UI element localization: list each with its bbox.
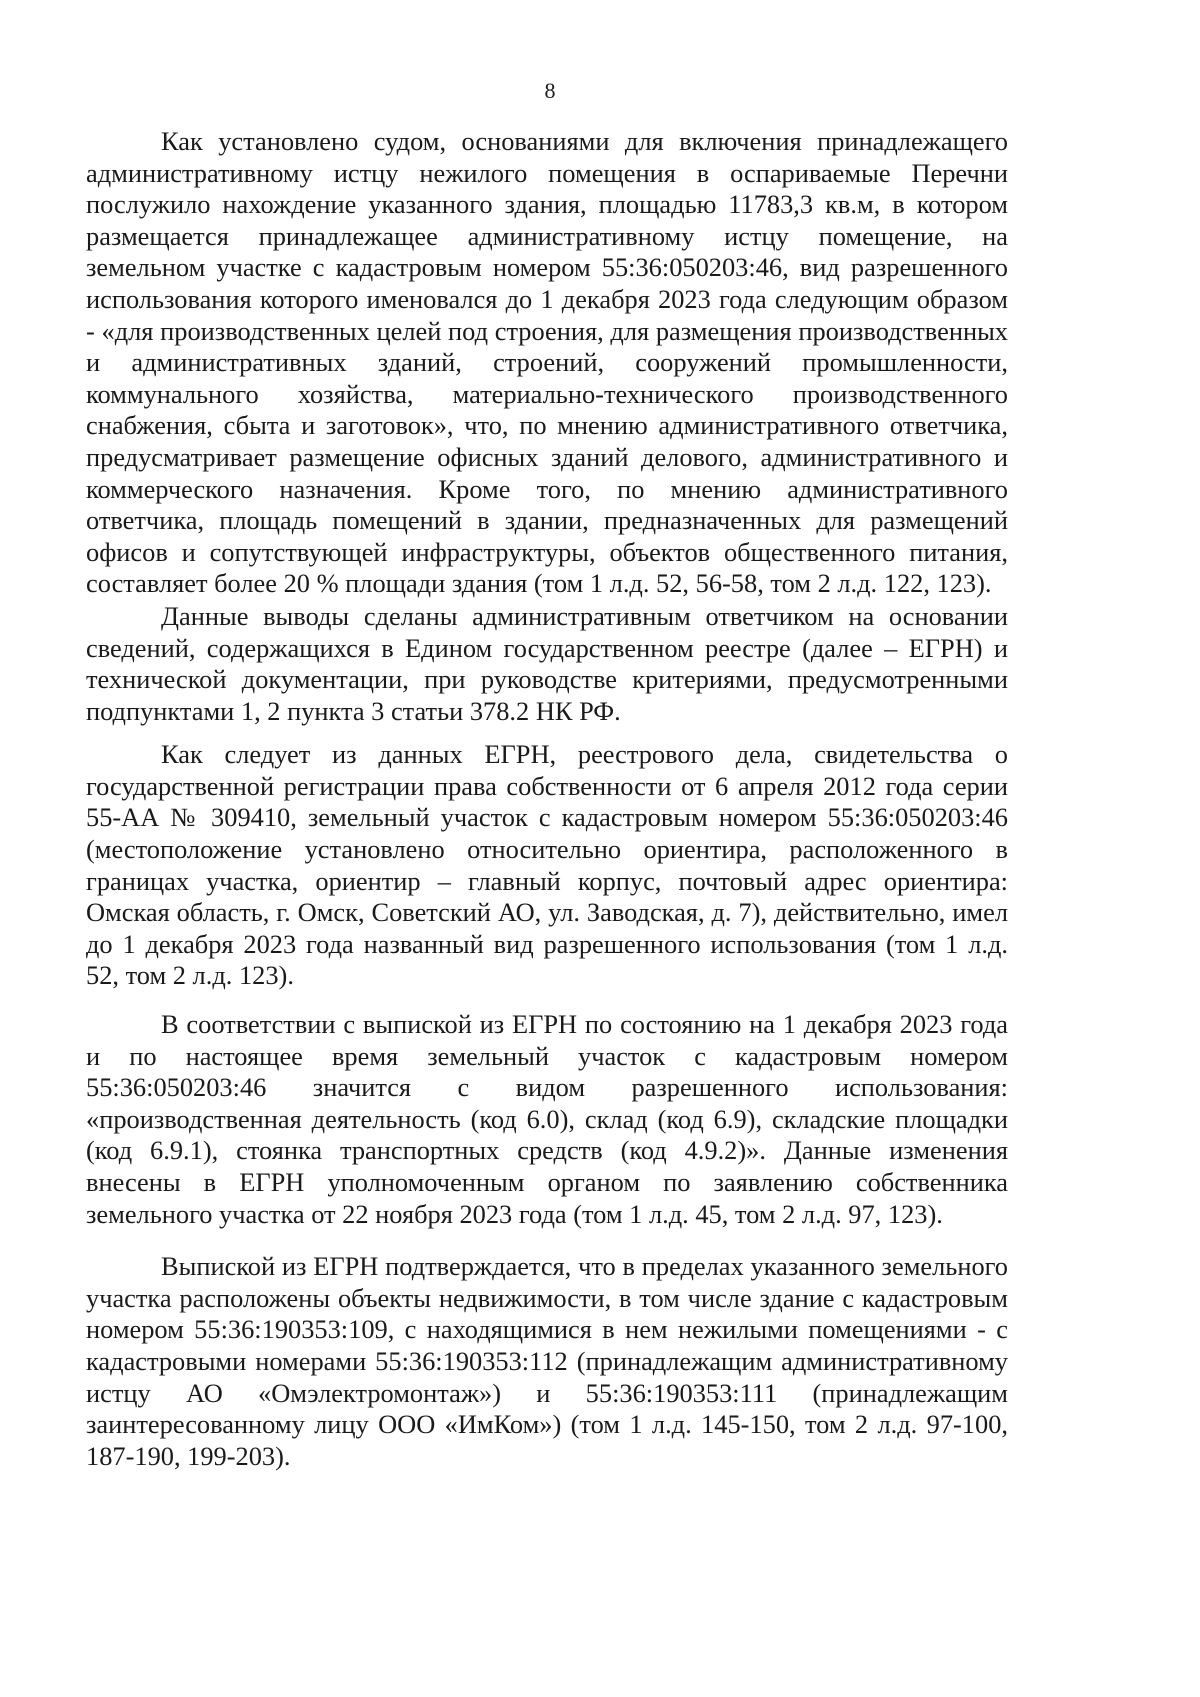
document-body (86, 126, 1008, 1472)
paragraph-egrn-data: Как следует из данных ЕГРН, реестрового дела, свидетельства о государственной регистрации права собственности от 6 апреля 2012 года серии 55-АА № 309410, земельный участок с кадастровым номером 55:36:050203:46 (местоположение установлено относительно ориентира, расположенного в границах участка, ориентир – главный корпус, почтовый адрес ориентира: Омская область, г. Омск, Советский АО, ул. Заводская, д. 7), действительно, имел до 1 декабря 2023 года названный вид разрешенного использования (том 1 л.д. 52, том 2 л.д. 123). (86, 739, 1008, 991)
paragraph-grounds-for-inclusion: Как установлено судом, основаниями для включения принадлежащего административному истцу нежилого помещения в оспариваемые Перечни послужило нахождение указанного здания, площадью 11783,3 кв.м, в котором размещается принадлежащее административному истцу помещение, на земельном участке с кадастровым номером 55:36:050203:46, вид разрешенного использования которого именовался до 1 декабря 2023 года следующим образом - «для производственных целей под строения, для размещения производственных и административных зданий, строений, сооружений промышленности, коммунального хозяйства, материально-технического производственного снабжения, сбыта и заготовок», что, по мнению административного ответчика, предусматривает размещение офисных зданий делового, административного и коммерческого назначения. Кроме того, по мнению административного ответчика, площадь помещений в здании, предназначенных для размещений офисов и сопутствующей инфраструктуры, объектов общественного питания, составляет более 20 % площади здания (том 1 л.д. 52, 56-58, том 2 л.д. 122, 123). (86, 126, 1008, 599)
paragraph-real-estate-objects: Выпиской из ЕГРН подтверждается, что в пределах указанного земельного участка расположены объекты недвижимости, в том числе здание с кадастровым номером 55:36:190353:109, с находящимися в нем нежилыми помещениями - с кадастровыми номерами 55:36:190353:112 (принадлежащим административному истцу АО «Омэлектромонтаж») и 55:36:190353:111 (принадлежащим заинтересованному лицу ООО «ИмКом») (том 1 л.д. 145-150, том 2 л.д. 97-100, 187-190, 199-203). (86, 1251, 1008, 1471)
paragraph-egrn-extract-2023: В соответствии с выпиской из ЕГРН по состоянию на 1 декабря 2023 года и по настоящее время земельный участок с кадастровым номером 55:36:050203:46 значится с видом разрешенного использования: «производственная деятельность (код 6.0), склад (код 6.9), складские площадки (код 6.9.1), стоянка транспортных средств (код 4.9.2)». Данные изменения внесены в ЕГРН уполномоченным органом по заявлению собственника земельного участка от 22 ноября 2023 года (том 1 л.д. 45, том 2 л.д. 97, 123). (86, 1009, 1008, 1229)
paragraph-conclusions-basis: Данные выводы сделаны административным ответчиком на основании сведений, содержащихся в Едином государственном реестре (далее – ЕГРН) и технической документации, при руководстве критериями, предусмотренными подпунктами 1, 2 пункта 3 статьи 378.2 НК РФ. (86, 600, 1008, 726)
page-number: 8 (544, 78, 556, 103)
